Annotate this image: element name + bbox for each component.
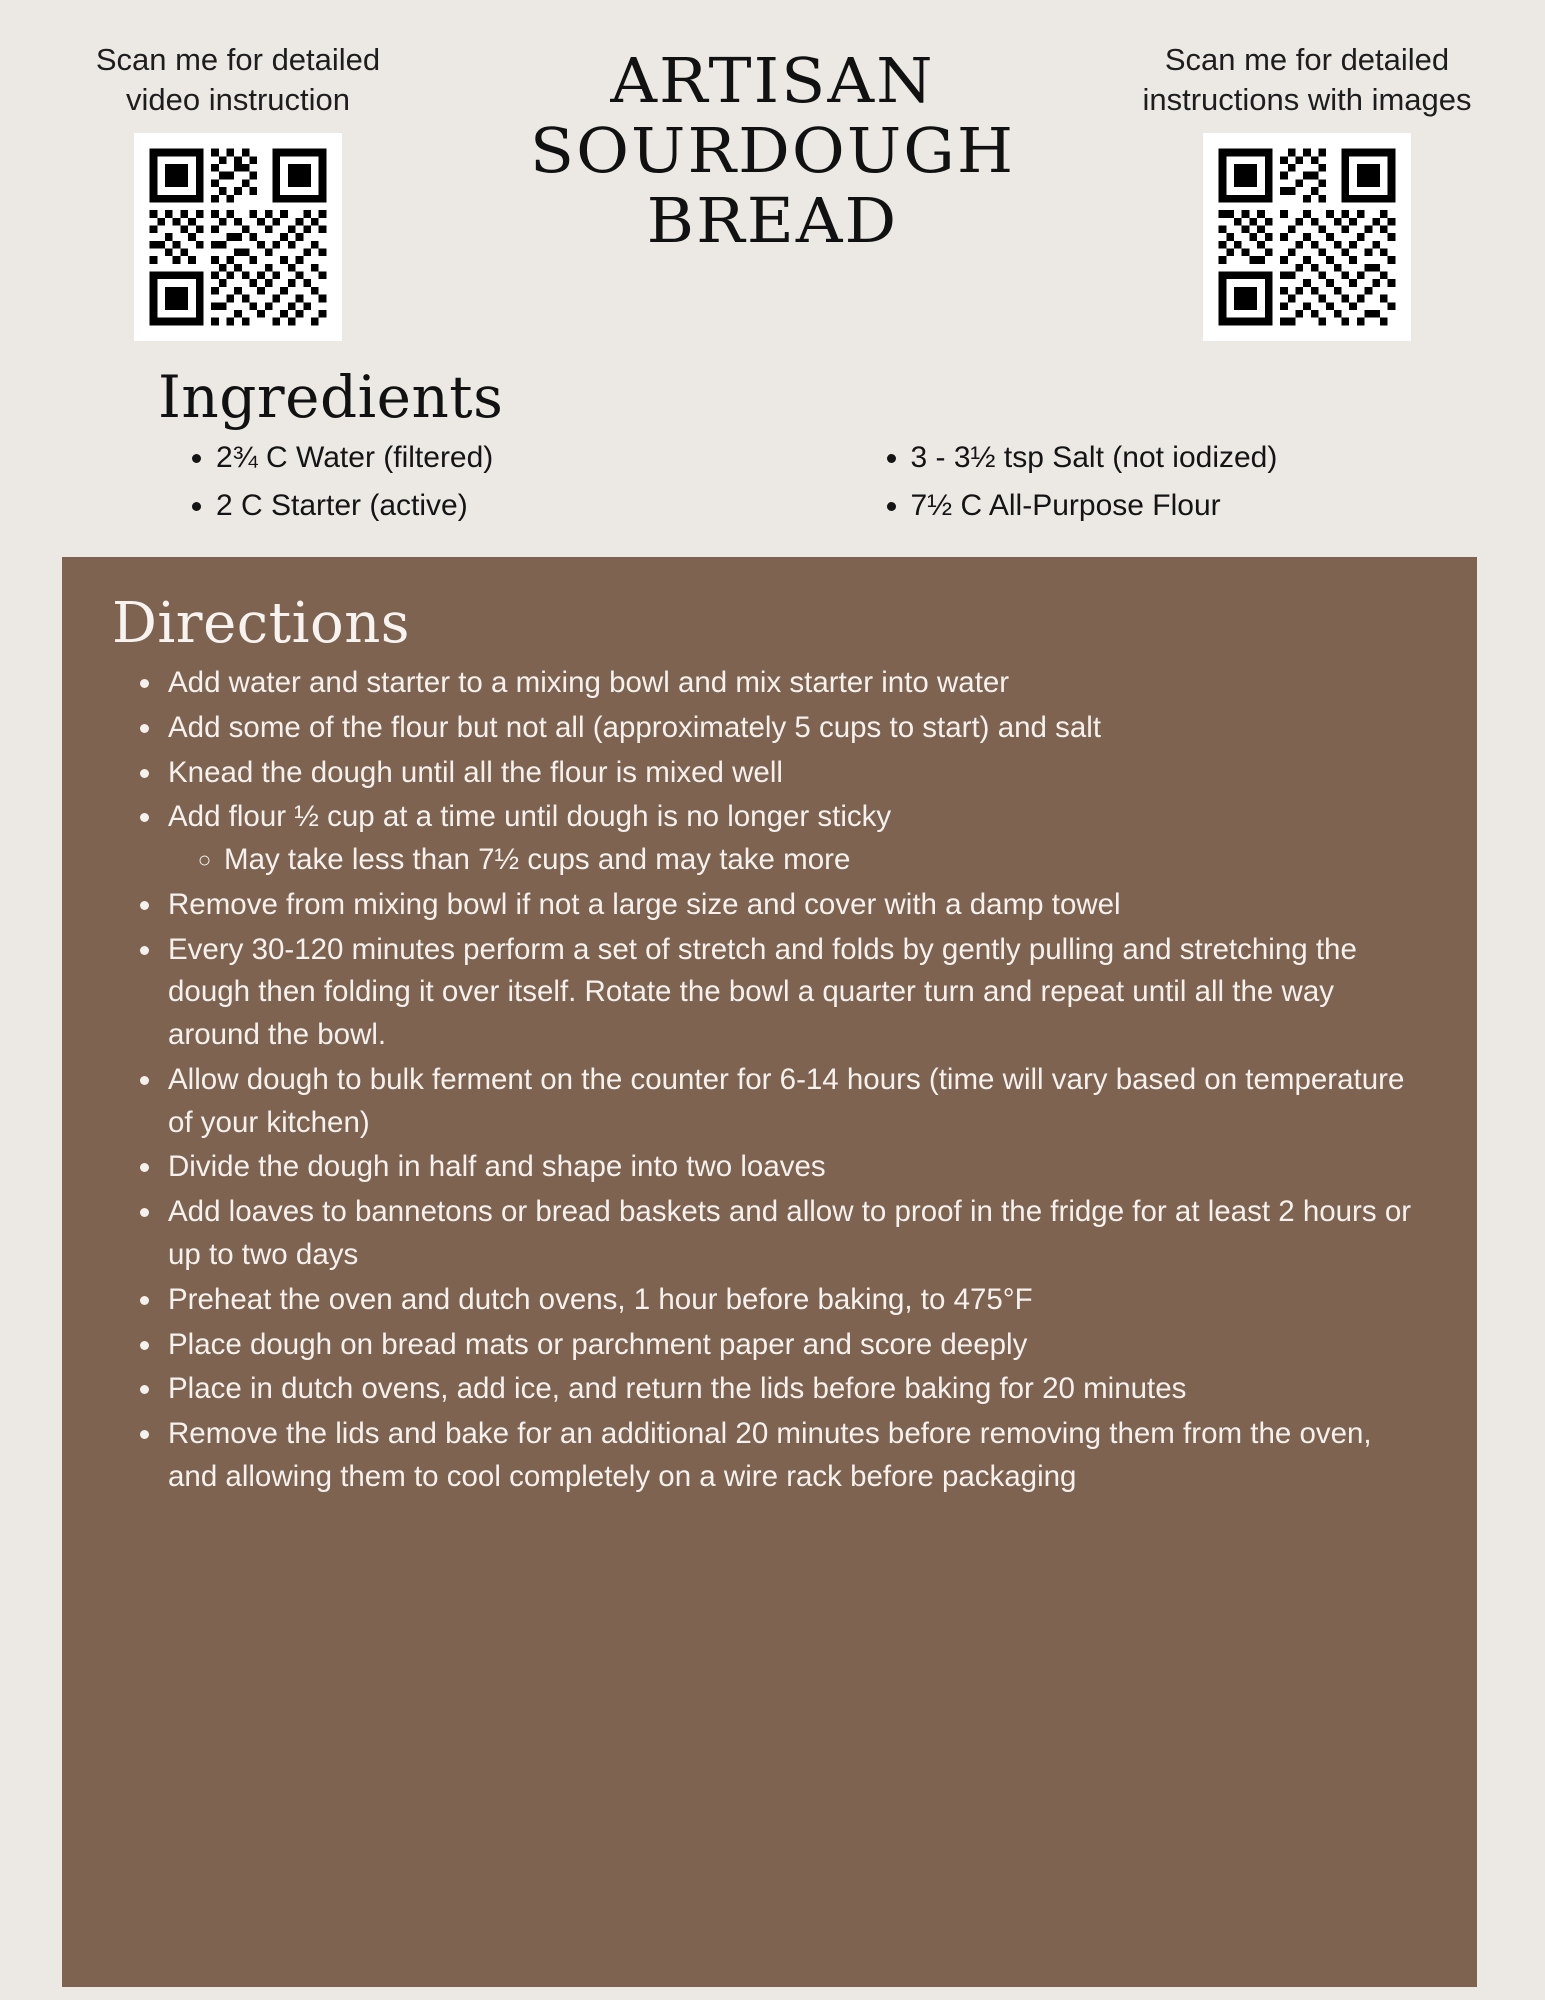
- list-item: [164, 662, 1423, 705]
- directions-sublist: [168, 839, 1423, 882]
- list-item: ◦ May take less than 7½ cups and may take more: [224, 839, 1423, 882]
- page-title-line-3: BREAD: [646, 184, 899, 258]
- directions-heading: Directions: [112, 591, 411, 657]
- direction-text: Place in dutch ovens, add ice, and return the lids before baking for 20 minutes: [168, 1372, 1187, 1406]
- scan-block-video: [48, 40, 428, 341]
- scan-caption-video: Scan me for detailed video instruction: [95, 42, 381, 117]
- list-item: [164, 1279, 1423, 1322]
- list-item: [164, 884, 1423, 927]
- list-item: [164, 707, 1423, 750]
- list-item: [164, 1368, 1423, 1411]
- direction-text: Preheat the oven and dutch ovens, 1 hour before baking, to 475°F: [168, 1282, 1033, 1316]
- list-item: • 7½ C All-Purpose Flour: [911, 484, 1498, 528]
- ingredients-column-right: [783, 436, 1498, 531]
- list-item: [164, 1413, 1423, 1499]
- list-item: [164, 929, 1423, 1057]
- direction-text: Divide the dough in half and shape into two loaves: [168, 1150, 826, 1184]
- ingredients-list-left: [48, 436, 763, 527]
- direction-text: Add loaves to bannetons or bread baskets and allow to proof in the fridge for at least 2 hours or up to two days: [168, 1195, 1412, 1271]
- list-item: • 2¾ C Water (filtered): [216, 436, 763, 480]
- list-item: [164, 1191, 1423, 1277]
- ingredients-column-left: [48, 436, 763, 531]
- title-block: [428, 40, 1117, 256]
- directions-list: [108, 662, 1423, 1499]
- list-item: • 2 C Starter (active): [216, 484, 763, 528]
- direction-text: Remove the lids and bake for an additional 20 minutes before removing them from the oven, and allowing them to cool completely on a wire rack before packaging: [168, 1417, 1372, 1493]
- ingredients-heading: Ingredients: [158, 363, 504, 432]
- direction-text: Allow dough to bulk ferment on the counter for 6-14 hours (time will vary based on temperature of your kitchen): [168, 1062, 1405, 1139]
- direction-text: Place dough on bread mats or parchment paper and score deeply: [168, 1327, 1028, 1361]
- list-item: • 3 - 3½ tsp Salt (not iodized): [911, 436, 1498, 480]
- direction-text: Every 30-120 minutes perform a set of stretch and folds by gently pulling and stretching the dough then folding it over itself. Rotate the bowl a quarter turn and repeat until all the way around the bowl.: [168, 932, 1357, 1052]
- qr-code-video[interactable]: [134, 133, 342, 341]
- page-title-line-2: SOURDOUGH: [529, 114, 1016, 188]
- scan-block-images: [1117, 40, 1497, 341]
- list-item: [164, 752, 1423, 795]
- list-item: [164, 796, 1423, 882]
- list-item: [164, 1146, 1423, 1189]
- list-item: [164, 1059, 1423, 1145]
- direction-text: Add some of the flour but not all (approximately 5 cups to start) and salt: [168, 710, 1102, 744]
- ingredients-section: [0, 341, 1545, 531]
- direction-text: Knead the dough until all the flour is mixed well: [168, 755, 783, 789]
- page-header: [0, 0, 1545, 341]
- direction-text: Add flour ½ cup at a time until dough is no longer sticky: [168, 800, 892, 834]
- qr-code-images[interactable]: [1203, 133, 1411, 341]
- direction-text: Add water and starter to a mixing bowl and mix starter into water: [168, 666, 1010, 700]
- ingredients-list-right: [783, 436, 1498, 527]
- list-item: [164, 1324, 1423, 1367]
- direction-text: Remove from mixing bowl if not a large size and cover with a damp towel: [168, 887, 1121, 921]
- directions-panel: [62, 557, 1477, 1987]
- scan-caption-images: Scan me for detailed instructions with images: [1142, 42, 1472, 117]
- page-title-line-1: ARTISAN: [610, 44, 935, 117]
